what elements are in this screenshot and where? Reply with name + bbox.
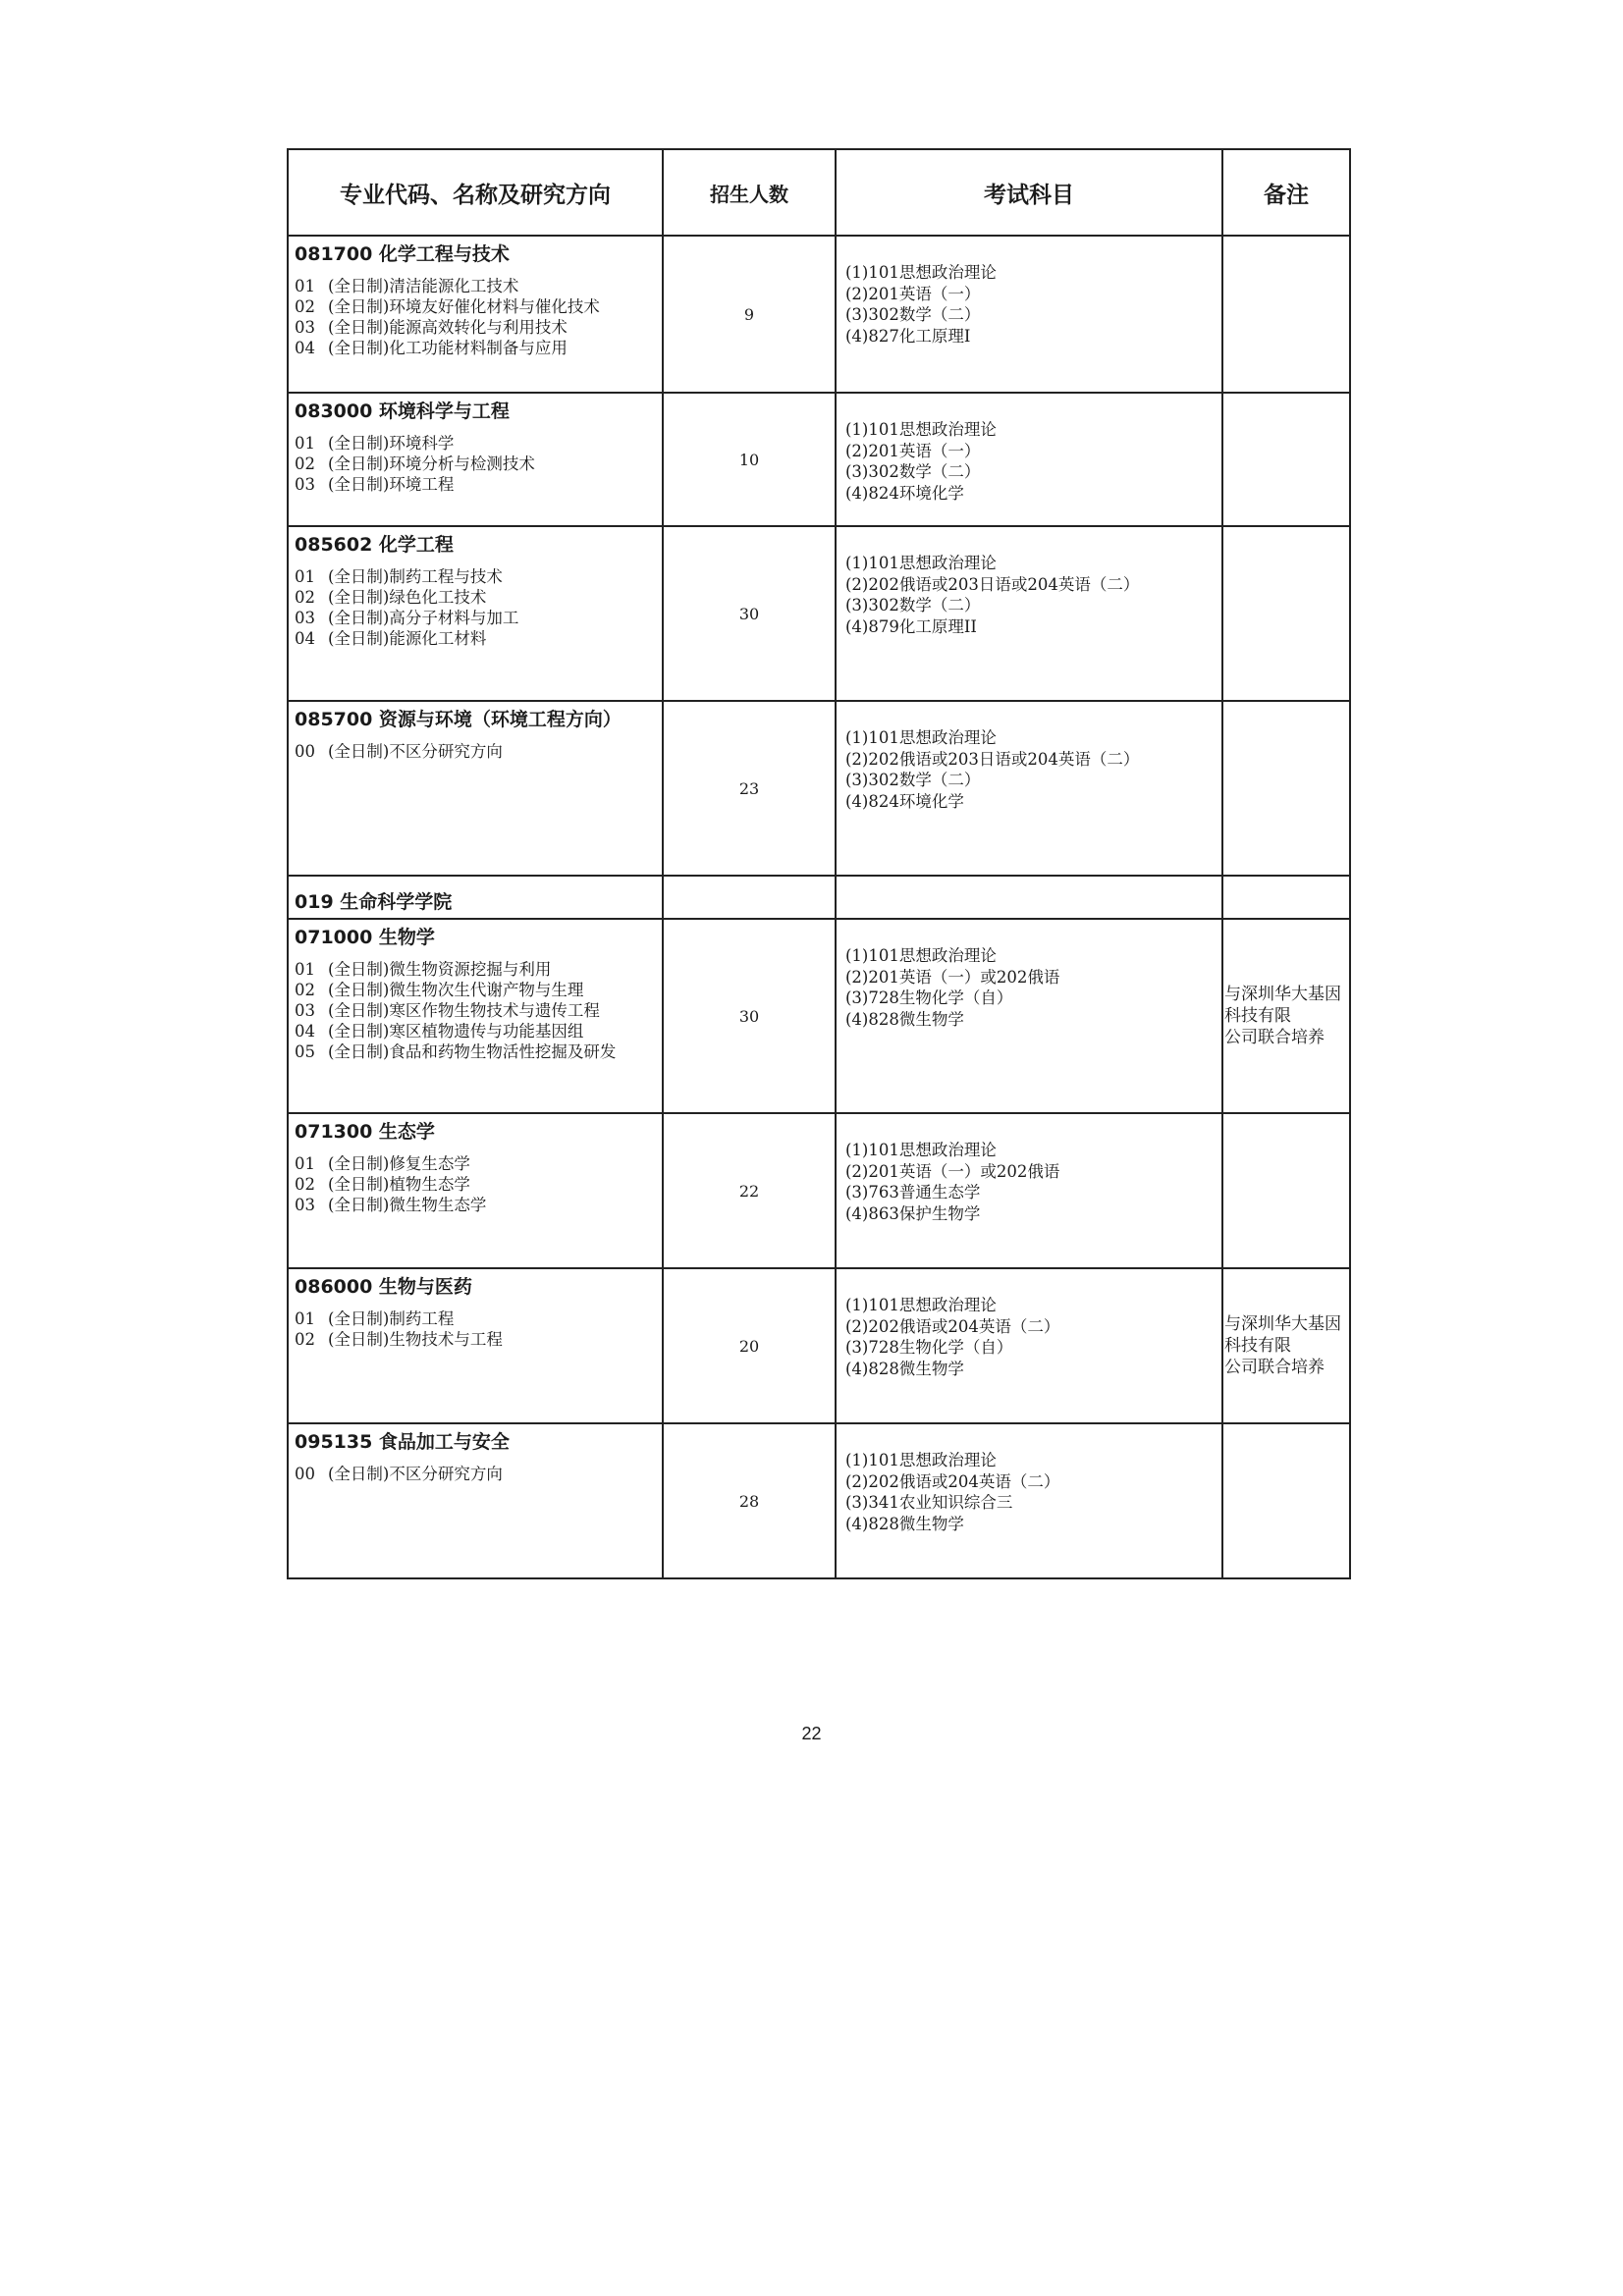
exam-subject: (3)728生物化学（自） — [845, 1338, 1013, 1357]
subject-list — [837, 1269, 1221, 1379]
direction-text: (全日制)环境友好催化材料与催化技术 — [328, 297, 600, 316]
direction-item — [295, 1174, 658, 1195]
exam-subject: (2)202俄语或203日语或204英语（二） — [845, 574, 1140, 594]
enrollment-count: 20 — [663, 1268, 836, 1423]
exam-subject: (1)101思想政治理论 — [845, 263, 997, 282]
subject-list — [837, 1114, 1221, 1224]
exam-subject: (1)101思想政治理论 — [845, 1296, 997, 1314]
major-row — [288, 1268, 1350, 1423]
note-cell: 与深圳华大基因科技有限 公司联合培养 — [1222, 1268, 1350, 1423]
empty-cell — [663, 876, 836, 919]
direction-code: 01 — [295, 1154, 315, 1173]
major-name: 071300 生态学 — [295, 1121, 435, 1143]
direction-item — [295, 587, 658, 608]
major-name: 086000 生物与医药 — [295, 1276, 472, 1298]
direction-code: 03 — [295, 1196, 315, 1214]
direction-list — [289, 741, 662, 762]
major-row — [288, 919, 1350, 1113]
major-cell — [288, 236, 663, 393]
exam-subject: (1)101思想政治理论 — [845, 946, 997, 965]
exam-subject: (2)202俄语或204英语（二） — [845, 1471, 1060, 1491]
direction-text: (全日制)微生物次生代谢产物与生理 — [328, 981, 584, 999]
enrollment-catalog-table — [287, 148, 1351, 1579]
direction-text: (全日制)不区分研究方向 — [328, 1465, 503, 1483]
direction-item — [295, 276, 658, 296]
subjects-cell — [836, 1423, 1222, 1578]
note-cell — [1222, 526, 1350, 701]
major-cell — [288, 1423, 663, 1578]
major-name: 085602 化学工程 — [295, 534, 454, 556]
direction-list — [289, 1464, 662, 1484]
direction-item — [295, 317, 658, 338]
college-name: 019 生命科学学院 — [288, 876, 663, 919]
direction-code: 00 — [295, 1465, 315, 1483]
empty-cell — [836, 876, 1222, 919]
direction-text: (全日制)高分子材料与加工 — [328, 609, 519, 627]
major-name: 085700 资源与环境（环境工程方向） — [295, 709, 622, 730]
direction-item — [295, 338, 658, 358]
direction-item — [295, 1308, 658, 1329]
direction-item — [295, 959, 658, 980]
subjects-cell — [836, 1268, 1222, 1423]
exam-subject: (3)728生物化学（自） — [845, 988, 1013, 1007]
empty-cell — [1222, 876, 1350, 919]
direction-item — [295, 608, 658, 628]
direction-text: (全日制)清洁能源化工技术 — [328, 277, 519, 295]
direction-code: 01 — [295, 434, 315, 453]
exam-subject: (4)827化工原理I — [845, 326, 971, 346]
major-name: 083000 环境科学与工程 — [295, 400, 510, 422]
exam-subject: (4)828微生物学 — [845, 1009, 964, 1029]
direction-text: (全日制)化工功能材料制备与应用 — [328, 339, 568, 357]
direction-text: (全日制)制药工程 — [328, 1309, 455, 1328]
direction-item — [295, 1000, 658, 1021]
exam-subject: (2)201英语（一）或202俄语 — [845, 1161, 1060, 1181]
direction-code: 01 — [295, 1309, 315, 1328]
exam-subject: (3)341农业知识综合三 — [845, 1493, 1013, 1512]
enrollment-count: 30 — [663, 919, 836, 1113]
major-cell — [288, 701, 663, 876]
major-cell — [288, 1113, 663, 1268]
subjects-cell — [836, 236, 1222, 393]
subject-list — [837, 1424, 1221, 1534]
major-cell — [288, 526, 663, 701]
direction-item — [295, 433, 658, 454]
direction-item — [295, 628, 658, 649]
exam-subject: (1)101思想政治理论 — [845, 728, 997, 747]
direction-text: (全日制)绿色化工技术 — [328, 588, 487, 607]
direction-item — [295, 1153, 658, 1174]
note-cell — [1222, 393, 1350, 526]
exam-subject: (2)201英语（一）或202俄语 — [845, 967, 1060, 987]
direction-code: 05 — [295, 1042, 315, 1061]
exam-subject: (4)824环境化学 — [845, 791, 964, 811]
direction-text: (全日制)环境科学 — [328, 434, 455, 453]
exam-subject: (4)824环境化学 — [845, 483, 964, 503]
major-row — [288, 701, 1350, 876]
direction-code: 02 — [295, 588, 315, 607]
exam-subject: (4)828微生物学 — [845, 1514, 964, 1533]
subject-list — [837, 237, 1221, 347]
direction-text: (全日制)微生物资源挖掘与利用 — [328, 960, 552, 979]
direction-item — [295, 1329, 658, 1350]
direction-text: (全日制)寒区作物生物技术与遗传工程 — [328, 1001, 600, 1020]
direction-code: 01 — [295, 277, 315, 295]
major-name: 095135 食品加工与安全 — [295, 1431, 510, 1453]
note-cell — [1222, 1423, 1350, 1578]
direction-item — [295, 296, 658, 317]
exam-subject: (3)763普通生态学 — [845, 1183, 981, 1201]
direction-list — [289, 959, 662, 1062]
subjects-cell — [836, 919, 1222, 1113]
note-cell: 与深圳华大基因科技有限 公司联合培养 — [1222, 919, 1350, 1113]
subjects-cell — [836, 526, 1222, 701]
direction-list — [289, 1308, 662, 1350]
major-cell — [288, 919, 663, 1113]
note-cell — [1222, 1113, 1350, 1268]
header-note: 备注 — [1222, 149, 1350, 236]
direction-code: 01 — [295, 567, 315, 586]
header-row — [288, 149, 1350, 236]
exam-subject: (2)202俄语或204英语（二） — [845, 1316, 1060, 1336]
direction-code: 03 — [295, 475, 315, 494]
exam-subject: (4)879化工原理II — [845, 616, 977, 636]
direction-item — [295, 1021, 658, 1041]
direction-list — [289, 1153, 662, 1215]
enrollment-count: 9 — [663, 236, 836, 393]
direction-text: (全日制)生物技术与工程 — [328, 1330, 503, 1349]
exam-subject: (1)101思想政治理论 — [845, 1141, 997, 1159]
direction-item — [295, 474, 658, 495]
note-cell — [1222, 236, 1350, 393]
table-body — [288, 236, 1350, 1578]
exam-subject: (1)101思想政治理论 — [845, 420, 997, 439]
direction-code: 04 — [295, 1022, 315, 1041]
major-cell — [288, 1268, 663, 1423]
exam-subject: (3)302数学（二） — [845, 305, 981, 324]
direction-code: 01 — [295, 960, 315, 979]
direction-text: (全日制)食品和药物生物活性挖掘及研发 — [328, 1042, 617, 1061]
direction-text: (全日制)能源高效转化与利用技术 — [328, 318, 568, 337]
subject-list — [837, 920, 1221, 1030]
exam-subject: (3)302数学（二） — [845, 462, 981, 481]
direction-item — [295, 1464, 658, 1484]
direction-text: (全日制)环境分析与检测技术 — [328, 454, 535, 473]
major-row — [288, 393, 1350, 526]
subjects-cell — [836, 393, 1222, 526]
header-count: 招生人数 — [663, 149, 836, 236]
direction-item — [295, 741, 658, 762]
major-row — [288, 1113, 1350, 1268]
exam-subject: (4)828微生物学 — [845, 1359, 964, 1378]
enrollment-count: 28 — [663, 1423, 836, 1578]
subjects-cell — [836, 701, 1222, 876]
direction-text: (全日制)植物生态学 — [328, 1175, 470, 1194]
exam-subject: (2)201英语（一） — [845, 284, 981, 303]
header-major: 专业代码、名称及研究方向 — [288, 149, 663, 236]
direction-item — [295, 980, 658, 1000]
major-cell — [288, 393, 663, 526]
direction-code: 02 — [295, 981, 315, 999]
enrollment-count: 10 — [663, 393, 836, 526]
direction-text: (全日制)能源化工材料 — [328, 629, 487, 648]
direction-list — [289, 566, 662, 649]
direction-code: 03 — [295, 318, 315, 337]
major-name: 071000 生物学 — [295, 927, 435, 948]
exam-subject: (3)302数学（二） — [845, 596, 981, 614]
direction-item — [295, 1041, 658, 1062]
direction-code: 03 — [295, 609, 315, 627]
direction-code: 00 — [295, 742, 315, 761]
college-row — [288, 876, 1350, 919]
direction-text: (全日制)寒区植物遗传与功能基因组 — [328, 1022, 584, 1041]
enrollment-count: 23 — [663, 701, 836, 876]
enrollment-count: 30 — [663, 526, 836, 701]
major-name: 081700 化学工程与技术 — [295, 243, 510, 265]
subject-list — [837, 527, 1221, 637]
exam-subject: (2)201英语（一） — [845, 441, 981, 460]
exam-subject: (2)202俄语或203日语或204英语（二） — [845, 749, 1140, 769]
direction-code: 02 — [295, 1330, 315, 1349]
direction-list — [289, 433, 662, 495]
exam-subject: (4)863保护生物学 — [845, 1203, 981, 1223]
header-subjects: 考试科目 — [836, 149, 1222, 236]
direction-code: 04 — [295, 339, 315, 357]
major-row — [288, 526, 1350, 701]
major-row — [288, 236, 1350, 393]
subject-list — [837, 702, 1221, 812]
direction-code: 02 — [295, 454, 315, 473]
direction-code: 04 — [295, 629, 315, 648]
direction-text: (全日制)修复生态学 — [328, 1154, 470, 1173]
enrollment-count: 22 — [663, 1113, 836, 1268]
direction-code: 02 — [295, 1175, 315, 1194]
direction-item — [295, 1195, 658, 1215]
exam-subject: (1)101思想政治理论 — [845, 554, 997, 572]
direction-text: (全日制)微生物生态学 — [328, 1196, 487, 1214]
direction-text: (全日制)制药工程与技术 — [328, 567, 503, 586]
direction-code: 02 — [295, 297, 315, 316]
direction-text: (全日制)环境工程 — [328, 475, 455, 494]
page-number: 22 — [801, 1724, 822, 1743]
exam-subject: (1)101思想政治理论 — [845, 1451, 997, 1469]
direction-item — [295, 454, 658, 474]
subjects-cell — [836, 1113, 1222, 1268]
direction-list — [289, 276, 662, 358]
direction-item — [295, 566, 658, 587]
major-row — [288, 1423, 1350, 1578]
direction-code: 03 — [295, 1001, 315, 1020]
exam-subject: (3)302数学（二） — [845, 771, 981, 789]
direction-text: (全日制)不区分研究方向 — [328, 742, 503, 761]
subject-list — [837, 394, 1221, 504]
note-cell — [1222, 701, 1350, 876]
